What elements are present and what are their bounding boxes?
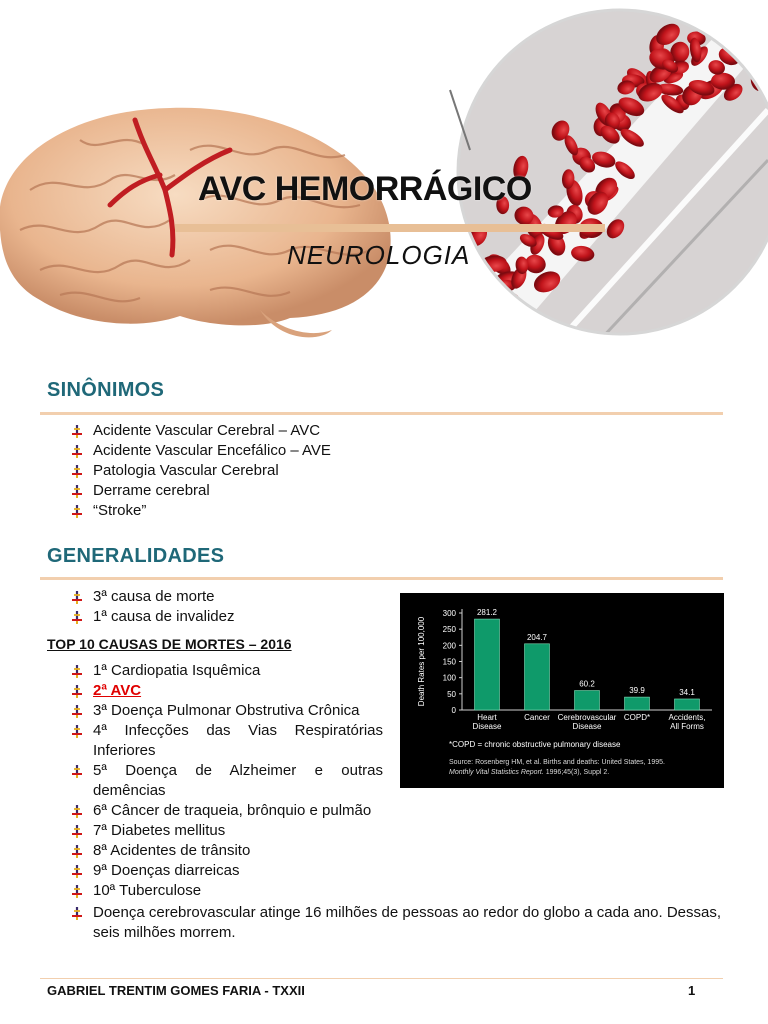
chart-source: Source: Rosenberg HM, et al. Births and deaths: United States, 1995.: [449, 759, 665, 766]
list-item: 9ª Doenças diarreicas: [70, 861, 383, 881]
footer-author: GABRIEL TRENTIM GOMES FARIA - TXXII: [47, 983, 305, 998]
bar-value-label: 281.2: [476, 608, 498, 618]
list-item: Doença cerebrovascular atinge 16 milhões de pessoas ao redor do globo a cada ano. Dessas, seis milhões morrem.: [70, 903, 721, 943]
pushpin-bullet-icon: [70, 906, 84, 920]
bar: [675, 699, 700, 710]
red-blood-cell: [430, 286, 461, 314]
category-label: All Forms: [670, 722, 704, 731]
red-blood-cell: [454, 302, 481, 321]
pushpin-bullet-icon: [70, 590, 84, 604]
bar-value-label: 60.2: [579, 679, 595, 689]
red-blood-cell: [730, 24, 755, 55]
category-label: Accidents,: [668, 713, 706, 722]
list-item: 5ª Doença de Alzheimer e outras demências: [70, 761, 383, 801]
chart-source-journal: Monthly Vital Statistics Report. 1996;45(3), Suppl 2.: [449, 769, 610, 776]
red-blood-cell: [440, 293, 465, 312]
red-blood-cell: [450, 272, 480, 299]
red-blood-cell: [464, 267, 493, 295]
pushpin-bullet-icon: [70, 610, 84, 624]
category-label: Disease: [472, 722, 502, 731]
page-number: 1: [688, 983, 696, 998]
y-axis-label: Death Rates per 100,000: [417, 616, 426, 707]
pushpin-bullet-icon: [70, 704, 84, 718]
bar: [475, 619, 500, 710]
red-blood-cell: [735, 0, 754, 23]
section-divider: [40, 577, 723, 580]
y-tick-label: 50: [447, 689, 456, 699]
list-item: Acidente Vascular Encefálico – AVE: [70, 441, 630, 461]
list-item: 4ª Infecções das Vias Respiratórias Inferiores: [70, 721, 383, 761]
list-item: 1ª causa de invalidez: [70, 607, 390, 627]
list-item: 3ª Doença Pulmonar Obstrutiva Crônica: [70, 701, 383, 721]
pushpin-bullet-icon: [70, 864, 84, 878]
list-item: 10ª Tuberculose: [70, 881, 383, 901]
footer-divider: [40, 978, 723, 979]
category-label: Cerebrovascular: [557, 713, 617, 722]
red-blood-cell: [713, 14, 739, 37]
top10-heading: TOP 10 CAUSAS DE MORTES – 2016: [47, 636, 292, 652]
bar-value-label: 34.1: [679, 687, 695, 697]
list-item: Patologia Vascular Cerebral: [70, 461, 630, 481]
red-blood-cell: [439, 305, 459, 325]
synonyms-list: [70, 421, 630, 521]
red-blood-cell: [448, 283, 463, 302]
list-item: “Stroke”: [70, 501, 630, 521]
y-tick-label: 100: [442, 673, 456, 683]
red-blood-cell: [454, 294, 487, 327]
bar-value-label: 39.9: [629, 686, 645, 696]
pushpin-bullet-icon: [70, 884, 84, 898]
red-blood-cell: [469, 326, 490, 340]
pushpin-bullet-icon: [70, 844, 84, 858]
category-label: Disease: [572, 722, 602, 731]
category-label: Cancer: [524, 713, 550, 722]
red-blood-cell: [442, 287, 474, 315]
pushpin-bullet-icon: [70, 824, 84, 838]
list-item: 7ª Diabetes mellitus: [70, 821, 383, 841]
general-list: [70, 587, 390, 627]
title-underline: [175, 224, 605, 232]
red-blood-cell: [433, 322, 455, 334]
pushpin-bullet-icon: [70, 804, 84, 818]
section-divider: [40, 412, 723, 415]
chart-canvas: [400, 593, 724, 788]
page-title: AVC HEMORRÁGICO: [198, 170, 532, 208]
red-blood-cell: [448, 301, 475, 318]
pushpin-bullet-icon: [70, 444, 84, 458]
list-item: Acidente Vascular Cerebral – AVC: [70, 421, 630, 441]
pushpin-bullet-icon: [70, 504, 84, 518]
top10-list: [70, 661, 383, 901]
y-tick-label: 300: [442, 609, 456, 618]
list-item: 1ª Cardiopatia Isquêmica: [70, 661, 383, 681]
list-item: 3ª causa de morte: [70, 587, 390, 607]
pushpin-bullet-icon: [70, 684, 84, 698]
list-item: 8ª Acidentes de trânsito: [70, 841, 383, 861]
red-blood-cell: [474, 328, 491, 340]
bar: [525, 644, 550, 710]
red-blood-cell: [752, 0, 768, 9]
death-rates-chart: [400, 593, 724, 788]
y-tick-label: 200: [442, 641, 456, 651]
bar: [575, 691, 600, 710]
section-heading-sinonimos: SINÔNIMOS: [47, 379, 165, 401]
bar-value-label: 204.7: [526, 632, 548, 642]
page-subtitle: NEUROLOGIA: [287, 240, 471, 270]
pushpin-bullet-icon: [70, 664, 84, 678]
y-tick-label: 150: [442, 657, 456, 667]
red-blood-cell: [430, 284, 451, 296]
red-blood-cell: [695, 3, 716, 22]
red-blood-cell: [713, 8, 737, 26]
pushpin-bullet-icon: [70, 484, 84, 498]
red-blood-cell: [491, 313, 513, 335]
brain-illustration: [0, 80, 400, 340]
list-item: Derrame cerebral: [70, 481, 630, 501]
bar: [625, 697, 650, 710]
red-blood-cell: [693, 0, 717, 6]
list-item: 6ª Câncer de traqueia, brônquio e pulmão: [70, 801, 383, 821]
red-blood-cell: [458, 295, 486, 318]
category-label: COPD*: [623, 713, 651, 722]
list-item: 2ª AVC: [70, 681, 383, 701]
red-blood-cell: [484, 296, 508, 319]
pushpin-bullet-icon: [70, 464, 84, 478]
section-heading-generalidades: GENERALIDADES: [47, 545, 225, 567]
chart-note: *COPD = chronic obstructive pulmonary disease: [449, 740, 621, 749]
y-tick-label: 250: [442, 625, 456, 635]
y-tick-label: 0: [451, 706, 456, 715]
pushpin-bullet-icon: [70, 424, 84, 438]
pushpin-bullet-icon: [70, 764, 84, 778]
red-blood-cell: [472, 309, 489, 335]
pushpin-bullet-icon: [70, 724, 84, 738]
closing-list: [70, 903, 721, 943]
category-label: Heart: [477, 713, 497, 722]
